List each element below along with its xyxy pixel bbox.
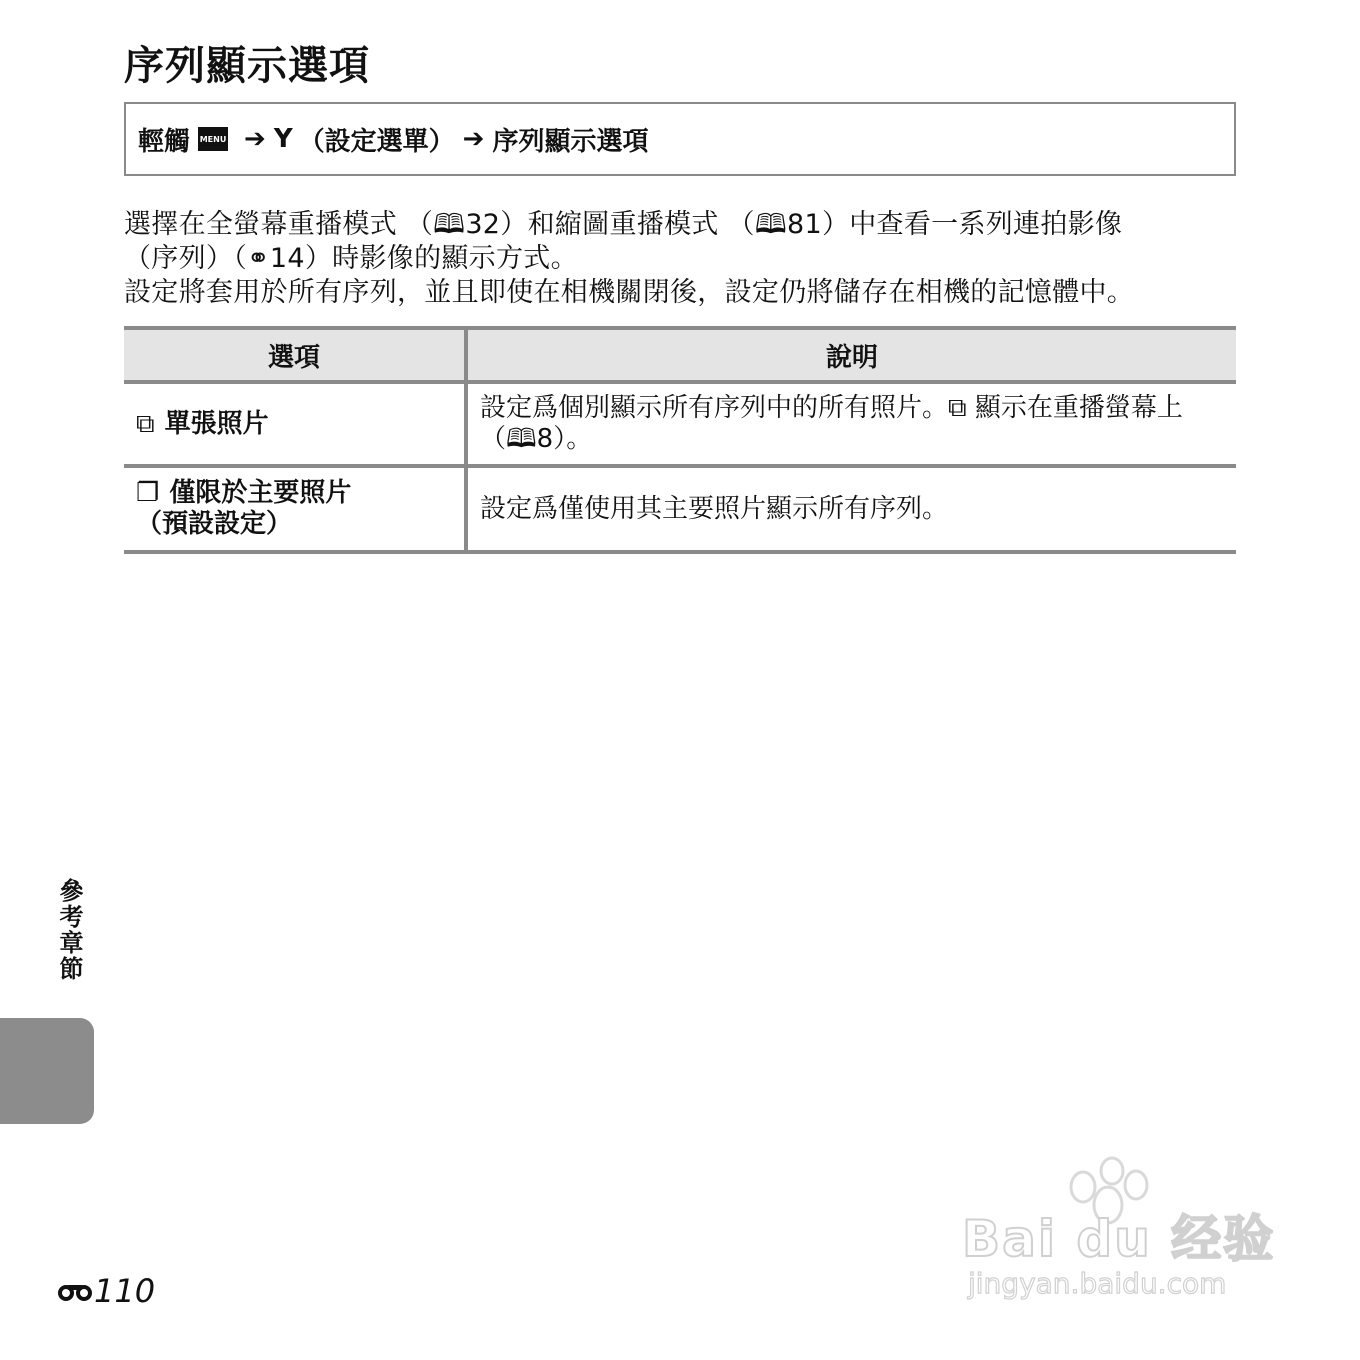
table-row <box>124 382 1236 466</box>
chapter-tab <box>0 1018 94 1124</box>
intro-line: 設定將套用於所有序列，並且即使在相機關閉後，設定仍將儲存在相機的記憶體中。 <box>124 277 1135 308</box>
arrow-icon: ➔ <box>462 124 485 154</box>
option-label: 單張照片 <box>164 408 269 439</box>
menu-path-box <box>124 102 1236 176</box>
individual-pictures-icon: ⧉ <box>136 408 155 439</box>
intro-line: 選擇在全螢幕重播模式 （🕮32）和縮圖重播模式 （🕮81）中查看一系列連拍影像 <box>124 209 1123 240</box>
option-cell <box>124 382 466 466</box>
description-cell: 設定爲僅使用其主要照片顯示所有序列。 <box>466 466 1236 552</box>
watermark-url: jingyan.baidu.com <box>968 1267 1227 1300</box>
header-description: 說明 <box>466 328 1236 382</box>
wrench-icon: Y <box>273 124 293 154</box>
table-header-row <box>124 328 1236 382</box>
option-label: 僅限於主要照片 <box>169 478 352 508</box>
option-cell <box>124 466 466 552</box>
chapter-side-label: 參考章節 <box>55 878 83 982</box>
arrow-icon: ➔ <box>244 124 266 154</box>
options-table <box>124 326 1236 554</box>
header-option: 選項 <box>124 328 466 382</box>
page-title: 序列顯示選項 <box>124 43 370 89</box>
current-menu-item: 序列顯示選項 <box>492 126 649 157</box>
key-picture-only-icon: ❐ <box>136 478 160 508</box>
watermark-brand: Bai du 经验 <box>962 1210 1276 1268</box>
page-number-value: 110 <box>94 1272 156 1310</box>
table-row <box>124 466 1236 552</box>
page-number <box>58 1272 155 1310</box>
menu-icon: MENU <box>198 127 228 151</box>
baidu-watermark <box>962 1155 1282 1310</box>
setup-menu-label: （設定選單） <box>298 126 455 157</box>
path-prefix: 輕觸 <box>138 126 191 157</box>
intro-line: （序列）（⚭14）時影像的顯示方式。 <box>124 243 578 274</box>
option-default-note: （預設設定） <box>136 509 293 539</box>
intro-text <box>124 208 1238 310</box>
binoculars-icon <box>58 1275 92 1308</box>
description-cell: 設定爲個別顯示所有序列中的所有照片。⧉ 顯示在重播螢幕上 （🕮8）。 <box>466 382 1236 466</box>
